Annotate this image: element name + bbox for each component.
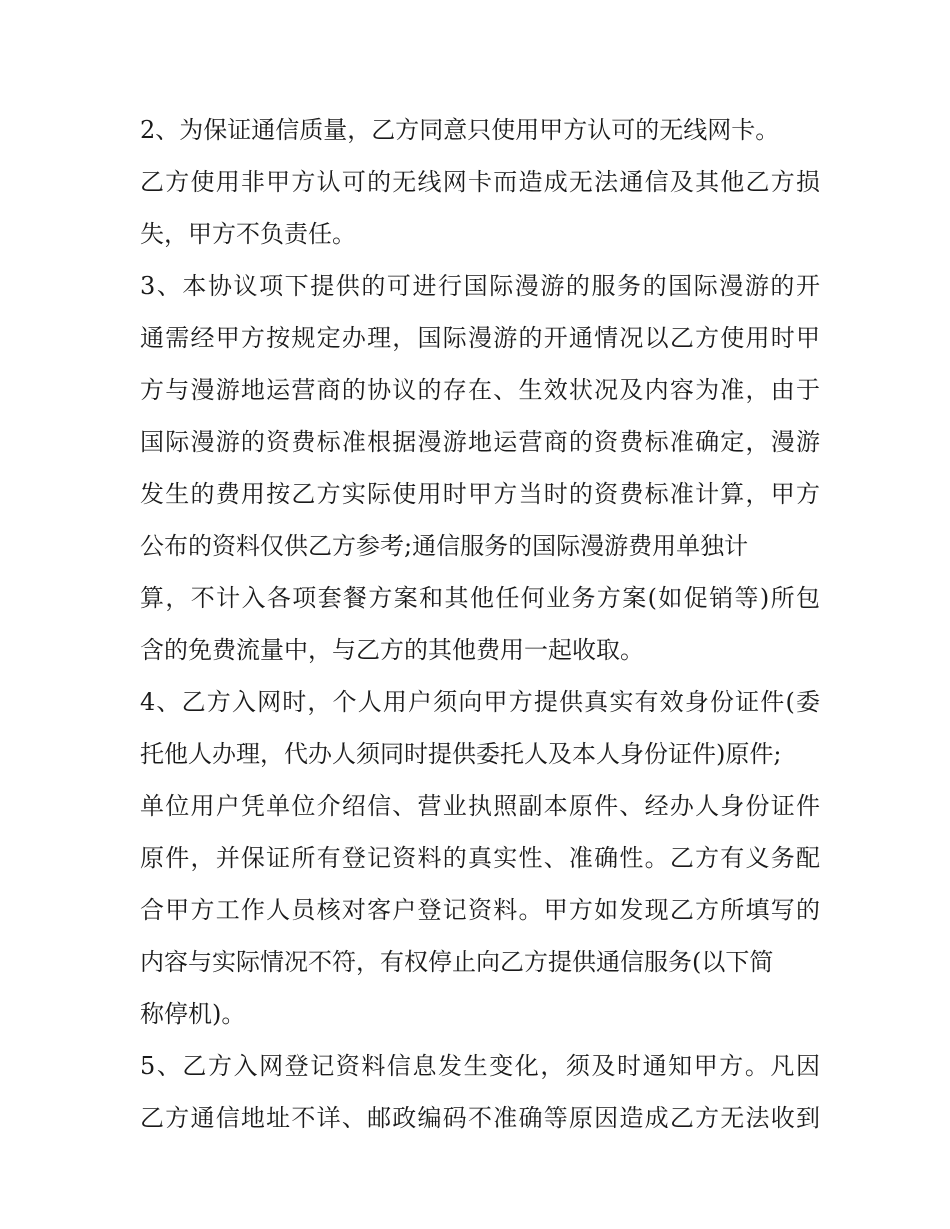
text-line: 含的免费流量中，与乙方的其他费用一起收取。 xyxy=(140,636,644,664)
text-line: 托他人办理，代办人须同时提供委托人及本人身份证件)原件; xyxy=(140,740,782,768)
text-line: 公布的资料仅供乙方参考;通信服务的国际漫游费用单独计 xyxy=(140,532,749,560)
text-line: 乙方通信地址不详、邮政编码不准确等原因造成乙方无法收到 xyxy=(140,1104,820,1132)
text-line: 国际漫游的资费标准根据漫游地运营商的资费标准确定，漫游 xyxy=(140,428,820,456)
text-line: 合甲方工作人员核对客户登记资料。甲方如发现乙方所填写的 xyxy=(140,896,820,924)
text-line: 方与漫游地运营商的协议的存在、生效状况及内容为准，由于 xyxy=(140,376,820,404)
text-line: 内容与实际情况不符，有权停止向乙方提供通信服务(以下简 xyxy=(140,948,774,976)
text-line: 3、本协议项下提供的可进行国际漫游的服务的国际漫游的开 xyxy=(140,272,820,300)
text-line: 5、乙方入网登记资料信息发生变化，须及时通知甲方。凡因 xyxy=(140,1052,820,1080)
document-body xyxy=(140,104,820,1144)
text-line: 单位用户凭单位介绍信、营业执照副本原件、经办人身份证件 xyxy=(140,792,820,820)
text-line: 发生的费用按乙方实际使用时甲方当时的资费标准计算，甲方 xyxy=(140,480,820,508)
text-line: 算，不计入各项套餐方案和其他任何业务方案(如促销等)所包 xyxy=(140,584,820,612)
text-line: 4、乙方入网时，个人用户须向甲方提供真实有效身份证件(委 xyxy=(140,688,820,716)
text-line: 原件，并保证所有登记资料的真实性、准确性。乙方有义务配 xyxy=(140,844,820,872)
text-line: 乙方使用非甲方认可的无线网卡而造成无法通信及其他乙方损 xyxy=(140,168,820,196)
text-line: 2、为保证通信质量，乙方同意只使用甲方认可的无线网卡。 xyxy=(140,116,780,144)
text-line: 失，甲方不负责任。 xyxy=(140,220,356,248)
text-line: 称停机)。 xyxy=(140,1000,246,1028)
text-line: 通需经甲方按规定办理，国际漫游的开通情况以乙方使用时甲 xyxy=(140,324,820,352)
